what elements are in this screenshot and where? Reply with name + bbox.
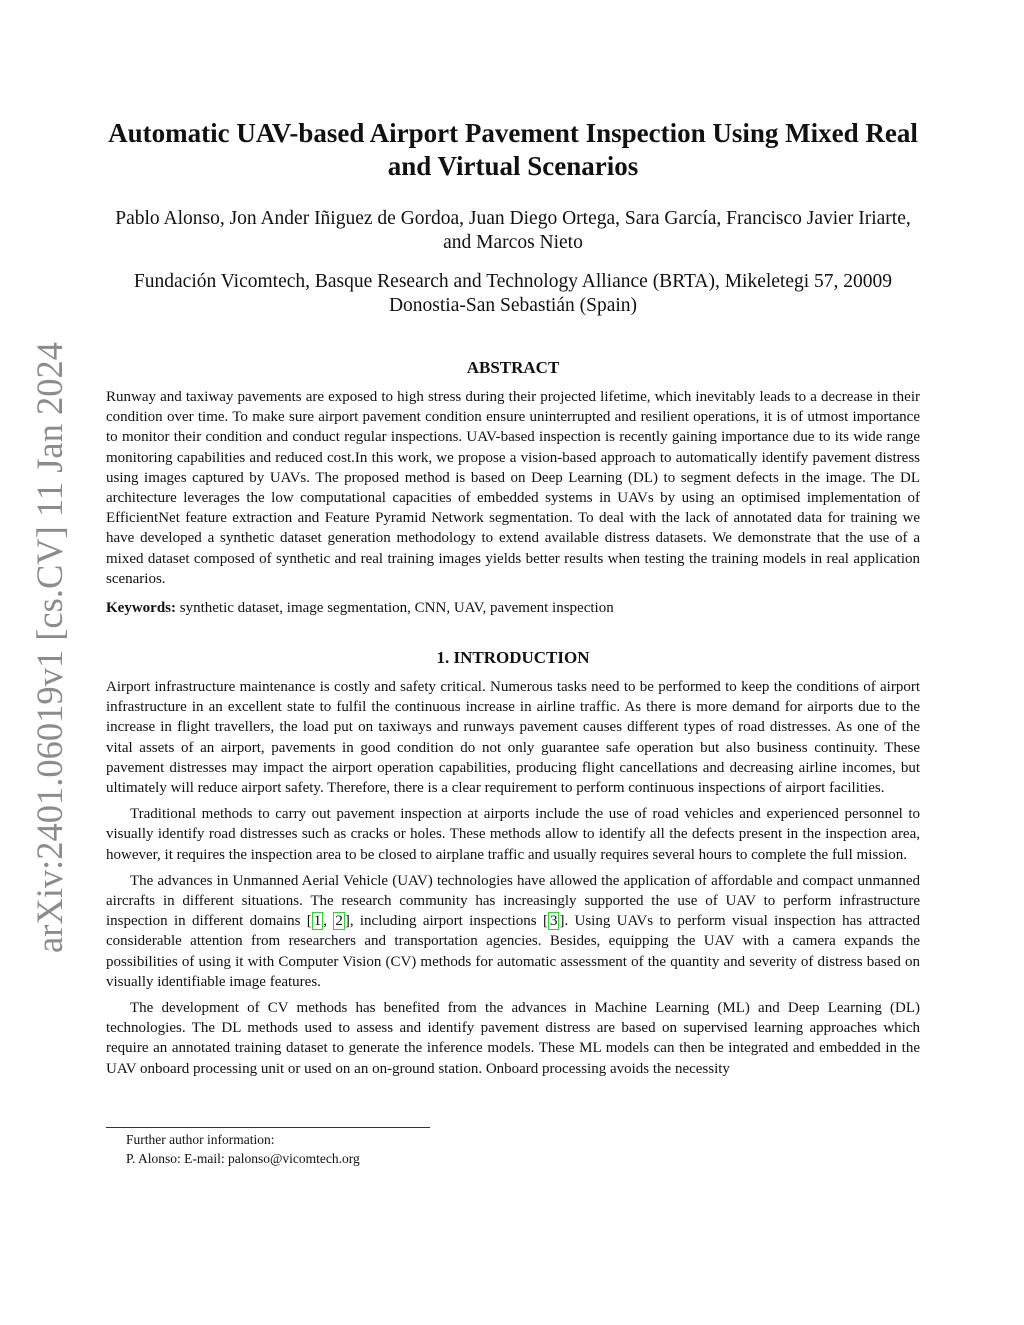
arxiv-stamp-text: arXiv:2401.06019v1 [cs.CV] 11 Jan 2024 xyxy=(28,342,70,953)
citation-link-2[interactable]: 2 xyxy=(335,913,343,930)
introduction-heading: 1. INTRODUCTION xyxy=(436,648,590,667)
arxiv-stamp xyxy=(26,342,72,953)
intro-paragraph-3-part-a: The advances in Unmanned Aerial Vehicle (UAV) technologies have allowed the application of affordable and compact unmanned aircrafts in different situations. The research community has increasingly supported the use of UAV to perform infrastructure inspection in different domains [ xyxy=(106,872,920,930)
abstract-heading: ABSTRACT xyxy=(466,358,560,377)
author-list: Pablo Alonso, Jon Ander Iñiguez de Gordoa, Juan Diego Ortega, Sara García, Francisco Javier Iriarte, and Marcos Nieto xyxy=(115,208,911,253)
keywords-label: Keywords: xyxy=(106,600,176,616)
intro-paragraph-4: The development of CV methods has benefited from the advances in Machine Learning (ML) and Deep Learning (DL) technologies. The DL methods used to assess and identify pavement distress are based on supervised learning approaches which require an annotated training dataset to generate the inference models. These ML models can then be integrated and embedded in the UAV onboard processing unit or used on an on-ground station. Onboard processing avoids the necessity xyxy=(106,1000,920,1077)
paper-title: Automatic UAV-based Airport Pavement Inspection Using Mixed Real and Virtual Scenarios xyxy=(108,118,918,181)
introduction-body xyxy=(106,677,920,1085)
keywords xyxy=(106,598,920,618)
intro-paragraph-3 xyxy=(106,871,920,992)
intro-paragraph-1: Airport infrastructure maintenance is costly and safety critical. Numerous tasks need to be performed to keep the conditions of airport infrastructure in an excellent state to fulfil the continuous increase in airline traffic. As there is more demand for airports due to the increase in flight travellers, the load put on taxiways and runways pavement causes different types of road distresses. As one of the vital assets of an airport, pavements in good condition do not only guarantee safe operation but also business continuity. These pavement distresses may impact the airport operation capabilities, producing flight cancellations and decreasing airline incomes, but ultimately will reduce airport safety. Therefore, there is a clear requirement to perform continuous inspections of airport facilities. xyxy=(106,679,920,797)
citation-link-1[interactable]: 1 xyxy=(313,913,322,930)
citation-separator: , xyxy=(323,913,334,930)
footnote-email: P. Alonso: E-mail: palonso@vicomtech.org xyxy=(126,1151,360,1166)
footnote-divider xyxy=(106,1127,430,1128)
footnote-line-1: Further author information: xyxy=(126,1132,275,1147)
intro-paragraph-3-part-b: ], including airport inspections [ xyxy=(344,913,548,930)
keywords-text: synthetic dataset, image segmentation, CNN, UAV, pavement inspection xyxy=(179,600,614,616)
intro-paragraph-3-part-c: ]. Using UAVs to perform visual inspection has attracted considerable attention from researchers and transportation agencies. Besides, equipping the UAV with a camera expands the possibilities of using it with Computer Vision (CV) methods for automatic assessment of the quantity and severity of distress based on visually identifiable image features. xyxy=(106,913,921,990)
citation-link-3[interactable]: 3 xyxy=(549,913,558,930)
intro-paragraph-2: Traditional methods to carry out pavement inspection at airports include the use of road vehicles and experienced personnel to visually identify road distresses such as cracks or holes. These methods allow to identify all the defects present in the inspection area, however, it requires the inspection area to be closed to airplane traffic and usually requires several hours to complete the full mission. xyxy=(106,806,920,863)
abstract-text: Runway and taxiway pavements are exposed to high stress during their projected lifetime, which inevitably leads to a decrease in their condition over time. To make sure airport pavement condition ensure uninterrupted and resilient operations, it is of utmost importance to monitor their condition and conduct regular inspections. UAV-based inspection is recently gaining importance due to its wide range monitoring capabilities and reduced cost.In this work, we propose a vision-based approach to automatically identify pavement distress using images captured by UAVs. The proposed method is based on Deep Learning (DL) to segment defects in the image. The DL architecture leverages the low computational capacities of embedded systems in UAVs by using an optimised implementation of EfficientNet feature extraction and Feature Pyramid Network segmentation. To deal with the lack of annotated data for training we have developed a synthetic dataset generation methodology to extend available distress datasets. We demonstrate that the use of a mixed dataset composed of synthetic and real training images yields better results when testing the training models in real application scenarios. xyxy=(106,389,920,587)
affiliation: Fundación Vicomtech, Basque Research and Technology Alliance (BRTA), Mikeletegi 57, 20009 Donostia-San Sebastián (Spain) xyxy=(133,271,893,316)
